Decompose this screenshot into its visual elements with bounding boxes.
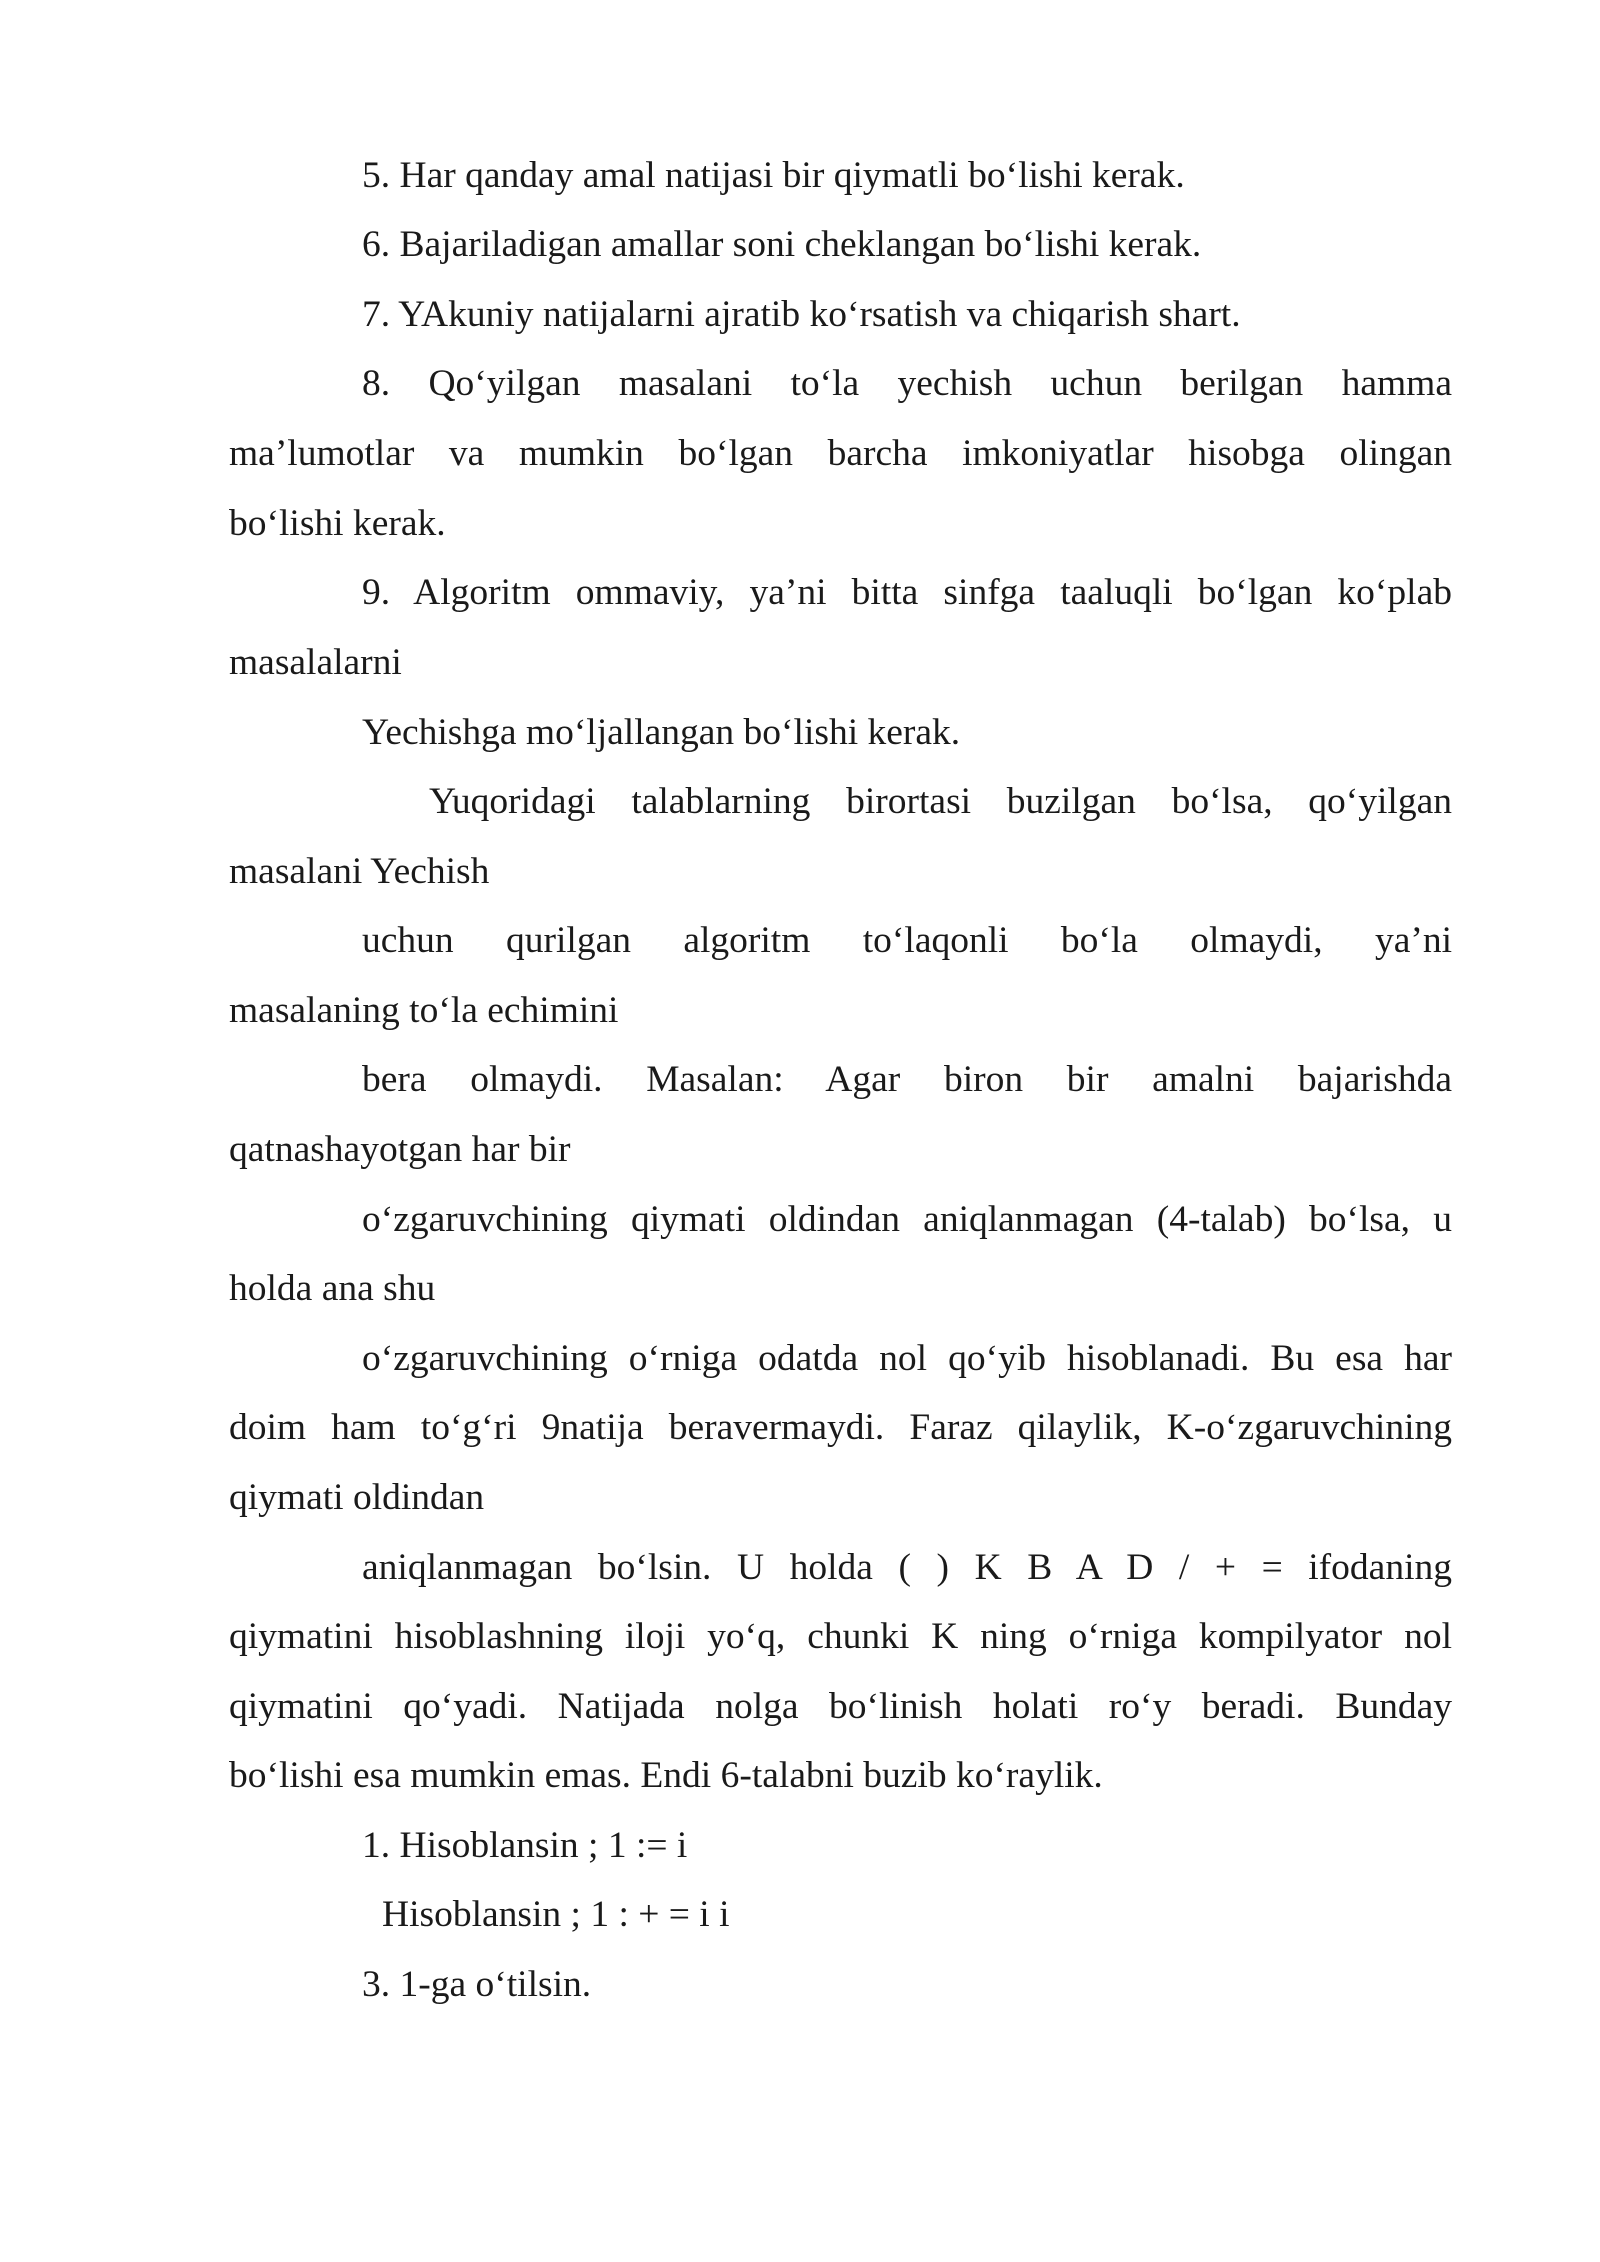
text-line: uchun qurilgan algoritm to‘laqonli bo‘la olmaydi, ya’ni xyxy=(362,920,1452,961)
text-line: 6. Bajariladigan amallar soni cheklangan bo‘lishi kerak. xyxy=(362,224,1202,265)
text-line: bera olmaydi. Masalan: Agar biron bir amalni bajarishda xyxy=(362,1059,1452,1100)
text-line: ma’lumotlar va mumkin bo‘lgan barcha imkoniyatlar hisobga olingan xyxy=(229,433,1452,474)
text-line: bo‘lishi kerak. xyxy=(229,503,446,544)
text-line: doim ham to‘g‘ri 9natija beravermaydi. Faraz qilaylik, K-o‘zgaruvchining xyxy=(229,1407,1452,1448)
text-line: Yuqoridagi talablarning birortasi buzilgan bo‘lsa, qo‘yilgan xyxy=(429,781,1452,822)
text-line: bo‘lishi esa mumkin emas. Endi 6-talabni buzib ko‘raylik. xyxy=(229,1755,1103,1796)
text-line: Hisoblansin ; 1 : + = i i xyxy=(382,1894,730,1935)
text-line: masalalarni xyxy=(229,642,402,683)
text-line: qiymati oldindan xyxy=(229,1477,485,1518)
text-line: qiymatini hisoblashning iloji yo‘q, chunki K ning o‘rniga kompilyator nol xyxy=(229,1616,1452,1657)
text-line: holda ana shu xyxy=(229,1268,436,1309)
text-line: Yechishga mo‘ljallangan bo‘lishi kerak. xyxy=(362,712,961,753)
text-line: aniqlanmagan bo‘lsin. U holda ( ) K B A D / + = ifodaning xyxy=(362,1547,1452,1588)
text-line: qiymatini qo‘yadi. Natijada nolga bo‘linish holati ro‘y beradi. Bunday xyxy=(229,1686,1452,1727)
text-line: 3. 1-ga o‘tilsin. xyxy=(362,1964,592,2005)
text-line: qatnashayotgan har bir xyxy=(229,1129,571,1170)
text-line: masalani Yechish xyxy=(229,851,490,892)
text-line: 1. Hisoblansin ; 1 := i xyxy=(362,1825,688,1866)
text-line: o‘zgaruvchining o‘rniga odatda nol qo‘yib hisoblanadi. Bu esa har xyxy=(362,1338,1452,1379)
text-line: 7. YAkuniy natijalarni ajratib ko‘rsatish va chiqarish shart. xyxy=(362,294,1241,335)
text-line: masalaning to‘la echimini xyxy=(229,990,619,1031)
text-line: o‘zgaruvchining qiymati oldindan aniqlanmagan (4-talab) bo‘lsa, u xyxy=(362,1199,1452,1240)
text-line: 8. Qo‘yilgan masalani to‘la yechish uchun berilgan hamma xyxy=(362,363,1452,404)
text-line: 5. Har qanday amal natijasi bir qiymatli bo‘lishi kerak. xyxy=(362,155,1185,196)
text-line: 9. Algoritm ommaviy, ya’ni bitta sinfga taaluqli bo‘lgan ko‘plab xyxy=(362,572,1452,613)
